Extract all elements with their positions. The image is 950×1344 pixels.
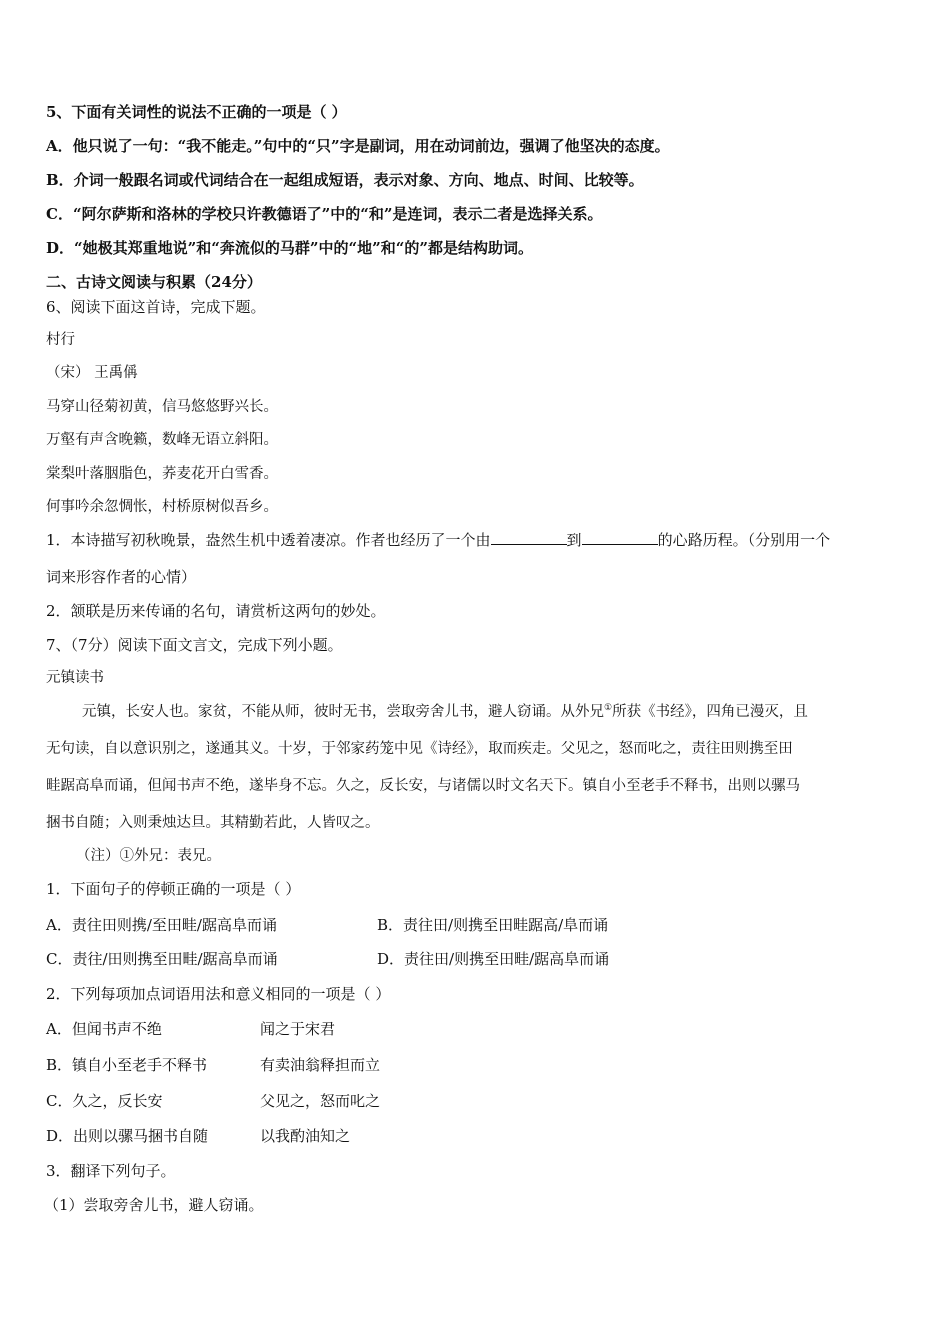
q7-sub1-option-a: A．责往田则携/至田畦/踞高阜而诵 [46, 916, 277, 934]
q7-sub1-stem: 1．下面句子的停顿正确的一项是（ ） [46, 880, 301, 898]
q7-sub1-option-d: D．责往田/则携至田畦/踞高阜而诵 [377, 950, 610, 968]
footnote-mark: ① [604, 703, 613, 714]
q7-sub2-row-b-right: 有卖油翁释担而立 [260, 1056, 381, 1074]
q7-sub1-option-c: C．责往/田则携至田畦/踞高阜而诵 [46, 950, 278, 968]
classical-text-line-3: 畦踞高阜而诵，但闻书声不绝，遂毕身不忘。久之，反长安，与诸儒以时文名天下。镇自小至老手不释书，出则以骡马 [46, 778, 800, 794]
q7-sub2-row-a-left: A．但闻书声不绝 [46, 1020, 162, 1038]
classical-text-line-4: 捆书自随；入则秉烛达旦。其精勤若此，人皆叹之。 [46, 815, 380, 831]
q6-sub2: 2．颔联是历来传诵的名句，请赏析这两句的妙处。 [46, 602, 386, 620]
classical-text-title: 元镇读书 [46, 670, 104, 686]
q6-sub1 [46, 530, 830, 550]
q7-sub2-row-a-right: 闻之于宋君 [260, 1020, 336, 1038]
q6-stem: 6、阅读下面这首诗，完成下题。 [46, 298, 266, 316]
q6-sub1-text-a: 1．本诗描写初秋晚景，盎然生机中透着凄凉。作者也经历了一个由 [46, 531, 491, 549]
poem-author: （宋） 王禹偁 [46, 365, 138, 381]
q7-sub2-row-c-right: 父见之，怒而叱之 [260, 1092, 381, 1110]
q5-option-d: D．“她极其郑重地说”和“奔流似的马群”中的“地”和“的”都是结构助词。 [46, 239, 534, 257]
answer-blank-2[interactable] [582, 530, 658, 545]
q7-sub2-row-c-left: C．久之，反长安 [46, 1092, 163, 1110]
q5-stem: 5、下面有关词性的说法不正确的一项是（ ） [46, 103, 347, 121]
classical-text-line-2: 无句读，自以意识别之，遂通其义。十岁，于邻家药笼中见《诗经》，取而疾走。父见之，怒而叱之，责往田则携至田 [46, 741, 793, 757]
poem-line-3: 棠梨叶落胭脂色，荞麦花开白雪香。 [46, 466, 278, 482]
poem-line-2: 万壑有声含晚籁，数峰无语立斜阳。 [46, 432, 278, 448]
poem-title: 村行 [46, 332, 75, 348]
q6-sub1-text-b: 的心路历程。（分别用一个 [657, 531, 831, 549]
q5-option-b: B．介词一般跟名词或代词结合在一起组成短语，表示对象、方向、地点、时间、比较等。 [46, 171, 644, 189]
q7-sub3-stem: 3．翻译下列句子。 [46, 1162, 176, 1180]
q5-option-c: C．“阿尔萨斯和洛林的学校只许教德语了”中的“和”是连词，表示二者是选择关系。 [46, 205, 603, 223]
q6-sub1-continued: 词来形容作者的心情） [46, 568, 197, 586]
classical-text-line-1: 元镇，长安人也。家贫，不能从师，彼时无书，尝取旁舍儿书，避人窃诵。从外兄①所获《书经》，四角已漫灭，且 [82, 703, 808, 720]
q7-sub2-stem: 2．下列每项加点词语用法和意义相同的一项是（ ） [46, 985, 391, 1003]
q7-sub1-option-b: B．责往田/则携至田畦踞高/阜而诵 [377, 916, 609, 934]
q7-sub2-row-d-right: 以我酌油知之 [260, 1127, 351, 1145]
q7-sub2-row-d-left: D．出则以骡马捆书自随 [46, 1127, 209, 1145]
poem-line-1: 马穿山径菊初黄，信马悠悠野兴长。 [46, 399, 278, 415]
answer-blank-1[interactable] [491, 530, 567, 545]
footnote: （注）①外兄：表兄。 [76, 848, 221, 864]
section2-title: 二、古诗文阅读与积累（24分） [46, 273, 262, 291]
poem-line-4: 何事吟余忽惆怅，村桥原树似吾乡。 [46, 499, 278, 515]
q5-option-a: A．他只说了一句：“我不能走。”句中的“只”字是副词，用在动词前边，强调了他坚决的态度。 [46, 137, 670, 155]
q7-sub2-row-b-left: B．镇自小至老手不释书 [46, 1056, 208, 1074]
q7-sub3-item-1: （1）尝取旁舍儿书，避人窃诵。 [44, 1196, 264, 1214]
q6-sub1-text-mid: 到 [566, 531, 582, 549]
q7-stem: 7、（7分）阅读下面文言文，完成下列小题。 [46, 636, 343, 654]
